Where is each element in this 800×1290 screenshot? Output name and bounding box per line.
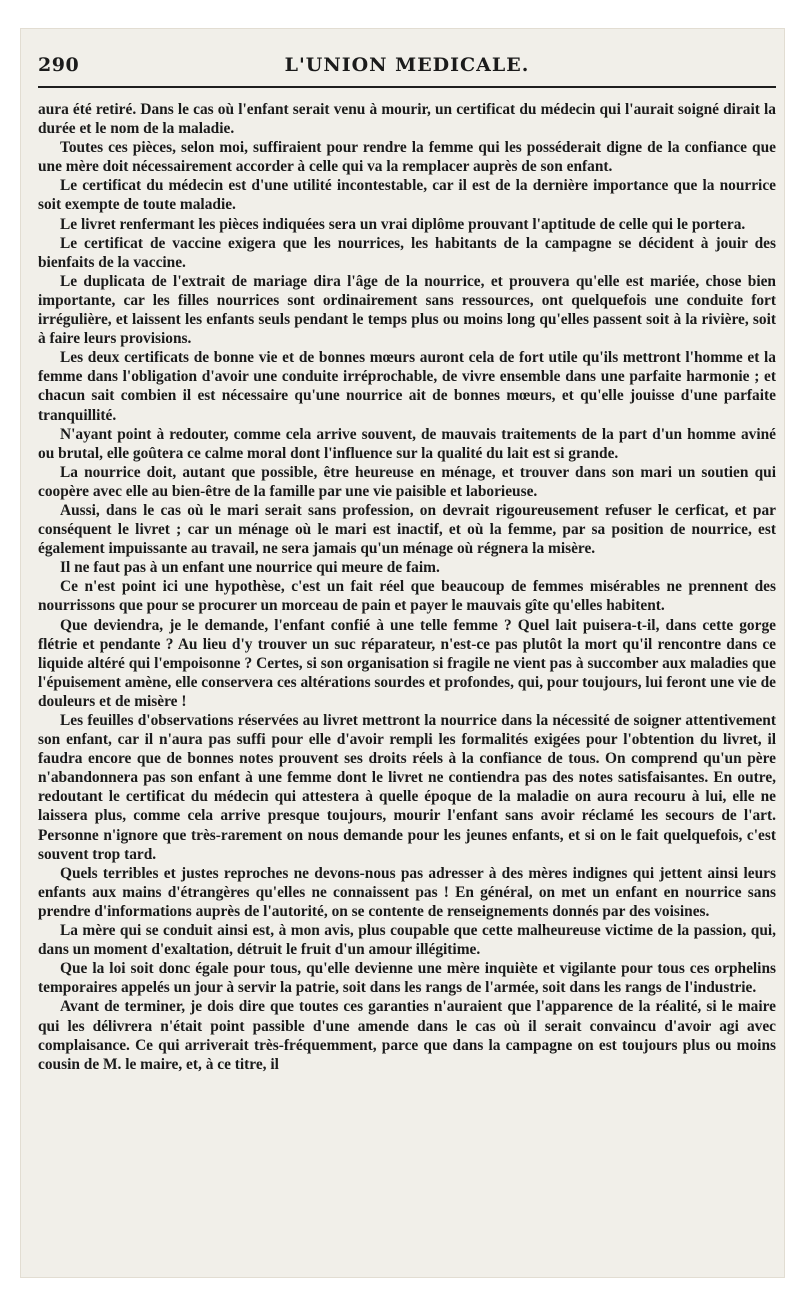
paragraph: Les deux certificats de bonne vie et de bonnes mœurs auront cela de fort utile qu'ils mettront l'homme et la femme dans l'obligation d'avoir une conduite irréprochable, de vivre ensemble dans une parfaite harmonie ; et chacun sait combien il est nécessaire qu'une nourrice ait de bonnes mœurs, et qu'elle jouisse d'une parfaite tranquillité. <box>38 349 776 424</box>
paragraph: Que la loi soit donc égale pour tous, qu'elle devienne une mère inquiète et vigilante pour tous ces orphelins temporaires appelés un jour à servir la patrie, soit dans les rangs de l'armée, soit dans les rangs de l'industrie. <box>38 960 776 997</box>
paragraph: Le duplicata de l'extrait de mariage dira l'âge de la nourrice, et prouvera qu'elle est mariée, chose bien importante, car les filles nourrices sont ordinairement sans ressources, ont quelquefois une conduite fort irrégulière, et laissent les enfants seuls pendant le temps plus ou moins long qu'elles passent soit à la rivière, soit à faire leurs provisions. <box>38 272 776 348</box>
paragraph: Le certificat du médecin est d'une utilité incontestable, car il est de la dernière importance que la nourrice soit exempte de toute maladie. <box>38 177 776 214</box>
paragraph: Ce n'est point ici une hypothèse, c'est un fait réel que beaucoup de femmes misérables ne prennent des nourrissons que pour se procurer un morceau de pain et payer le mauvais gîte qu'elles habitent. <box>38 578 776 615</box>
journal-title: L'UNION MEDICALE. <box>284 54 530 76</box>
paragraph: N'ayant point à redouter, comme cela arrive souvent, de mauvais traitements de la part d'un homme aviné ou brutal, elle goûtera ce calme moral dont l'influence sur la qualité du lait est si grande. <box>38 425 776 462</box>
paragraph: Toutes ces pièces, selon moi, suffiraient pour rendre la femme qui les posséderait digne de la confiance que une mère doit nécessairement accorder à celle qui va la remplacer auprès de son enfant. <box>38 139 776 176</box>
paragraph: La mère qui se conduit ainsi est, à mon avis, plus coupable que cette malheureuse victime de la passion, qui, dans un moment d'exaltation, détruit le fruit d'un amour illégitime. <box>38 922 776 959</box>
paragraph: Les feuilles d'observations réservées au livret mettront la nourrice dans la nécessité de soigner attentivement son enfant, car il n'aura pas suffi pour elle d'avoir rempli les formalités exigées pour l'obtention du livret, il faudra encore que de bonnes notes prouvent ses droits réels à la confiance de tous. On comprend qu'un père n'abandonnera pas son enfant à une femme dont le livret ne contiendra pas des notes satisfaisantes. En outre, redoutant le certificat du médecin qui attestera à quelle époque de la maladie on aura recouru à lui, elle ne laissera plus, comme cela arrive presque toujours, mourir l'enfant sans avoir réclamé les secours de l'art. Personne n'ignore que très-rarement on nous demande pour les jeunes enfants, et si on le fait quelquefois, c'est souvent trop tard. <box>38 712 776 863</box>
paragraph: Aussi, dans le cas où le mari serait sans profession, on devrait rigoureusement refuser le cerficat, et par conséquent le livret ; car un ménage où le mari est inactif, et où la femme, par sa position de nourrice, est également impuissante au travail, ne sera jamais qu'un ménage où régnera la misère. <box>38 501 776 558</box>
header-rule <box>38 86 776 88</box>
paragraph: Que deviendra, je le demande, l'enfant confié à une telle femme ? Quel lait puisera-t-il, dans cette gorge flétrie et pendante ? Au lieu d'y trouver un suc réparateur, n'est-ce pas plutôt la mort qu'il rencontre dans ce liquide altéré qui l'empoisonne ? Certes, si son organisation si fragile ne vient pas à succomber aux maladies que l'épuisement amène, elle conservera ces altérations sourdes et profondes, qui, pour toujours, lui feront une vie de douleurs et de misère ! <box>38 616 776 710</box>
paragraph: aura été retiré. Dans le cas où l'enfant serait venu à mourir, un certificat du médecin qui l'aurait soigné dirait la durée et le nom de la maladie. <box>38 101 776 138</box>
paragraph: La nourrice doit, autant que possible, être heureuse en ménage, et trouver dans son mari un soutien qui coopère avec elle au bien-être de la famille par une vie paisible et laborieuse. <box>38 463 776 500</box>
paragraph: Il ne faut pas à un enfant une nourrice qui meure de faim. <box>60 559 440 577</box>
page-number: 290 <box>38 54 80 76</box>
document-page <box>20 28 785 1278</box>
paragraph: Quels terribles et justes reproches ne devons-nous pas adresser à des mères indignes qui jettent ainsi leurs enfants aux mains d'étrangères qu'elles ne connaissent pas ! En général, on met un enfant en nourrice sans prendre d'informations auprès de l'autorité, on se contente de renseignements donnés par des voisines. <box>38 864 776 920</box>
page-header <box>38 50 776 80</box>
paragraph: Le livret renfermant les pièces indiquées sera un vrai diplôme prouvant l'aptitude de celle qui le portera. <box>60 215 746 233</box>
paragraph: Avant de terminer, je dois dire que toutes ces garanties n'auraient que l'apparence de la réalité, si le maire qui les délivrera n'était point passible d'une amende dans le cas où il serait convaincu d'avoir agi avec complaisance. Ce qui arriverait très-fréquemment, parce que dans la campagne on est toujours plus ou moins cousin de M. le maire, et, à ce titre, il <box>38 998 776 1073</box>
paragraph: Le certificat de vaccine exigera que les nourrices, les habitants de la campagne se décident à jouir des bienfaits de la vaccine. <box>38 234 776 271</box>
body-text <box>38 100 776 1074</box>
